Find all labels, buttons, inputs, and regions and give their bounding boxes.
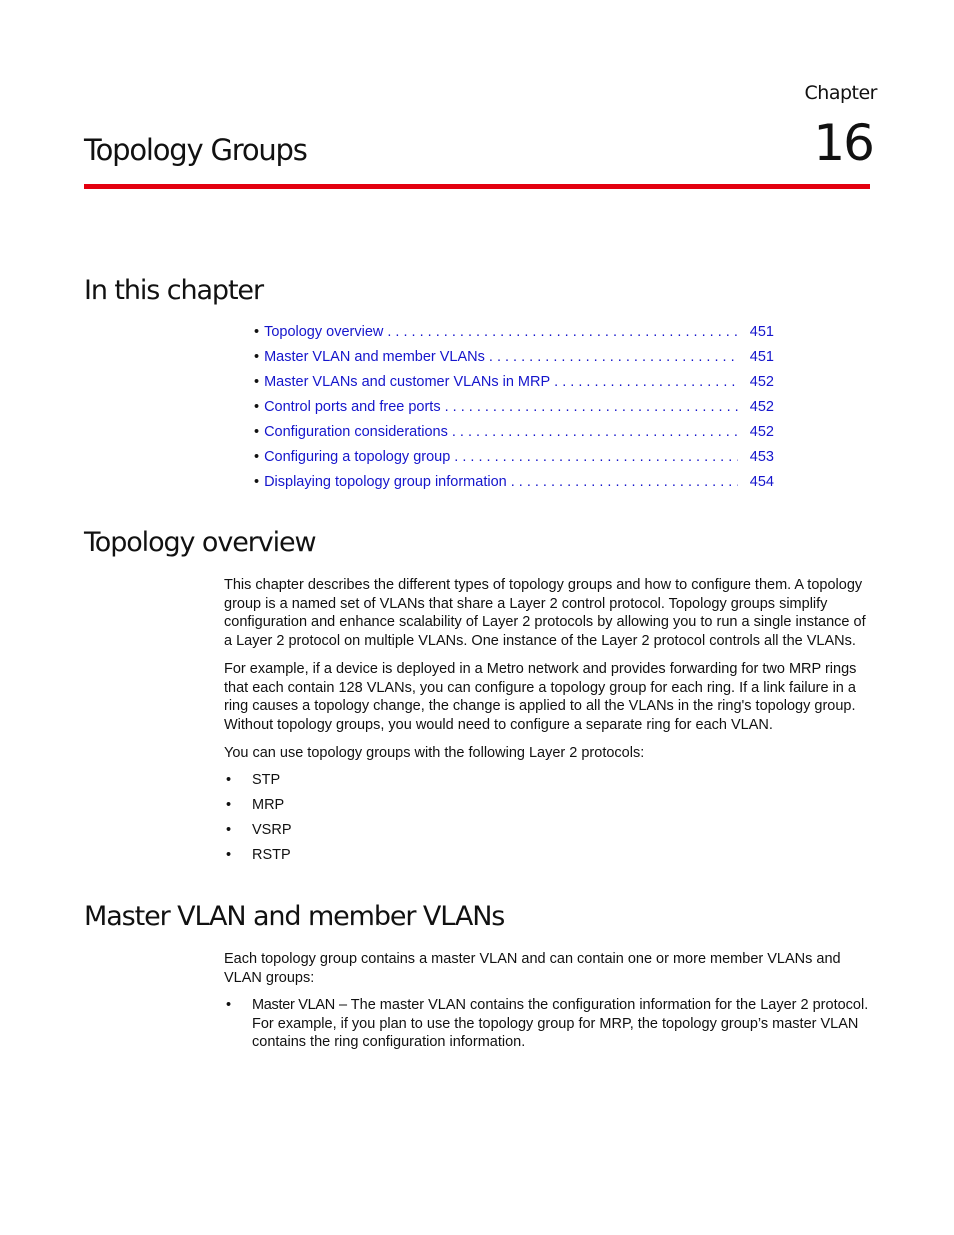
master-vlan-intro: Each topology group contains a master VLAN and can contain one or more member VLANs and VLAN groups:	[224, 951, 841, 986]
chapter-label: Chapter	[804, 82, 877, 104]
master-vlan-heading: Master VLAN and member VLANs	[84, 901, 505, 932]
master-vlan-description: – The master VLAN contains the configuration information for the Layer 2 protocol. For example, if you plan to use the topology group for MRP, the topology group’s master VLAN contains the ring configuration information.	[252, 997, 869, 1051]
toc-page[interactable]: 451	[749, 324, 774, 340]
chapter-toc	[254, 320, 774, 495]
toc-leader	[454, 445, 738, 470]
toc-entry[interactable]	[254, 320, 774, 345]
toc-entry[interactable]	[254, 370, 774, 395]
bullet-icon: •	[226, 797, 232, 813]
toc-link[interactable]: Topology overview	[264, 324, 384, 340]
list-item: • STP	[224, 768, 292, 793]
chapter-title: Topology Groups	[84, 133, 307, 167]
overview-paragraph-2: For example, if a device is deployed in a Metro network and provides forwarding for two MRP rings that each contain 128 VLANs, you can configure a topology group for each ring. If a link failure in a ring causes a topology change, the change is applied to all the VLANs in the ring's topology group. Without topology groups, you would need to configure a separate ring for each VLAN.	[224, 661, 857, 734]
bullet-icon: •	[254, 374, 260, 390]
toc-leader	[445, 395, 738, 420]
toc-entry[interactable]	[254, 445, 774, 470]
toc-link[interactable]: Displaying topology group information	[264, 474, 507, 490]
protocol-list	[224, 768, 292, 868]
bullet-icon: •	[226, 847, 232, 863]
toc-leader	[554, 370, 738, 395]
list-item: • VSRP	[224, 818, 292, 843]
chapter-number: 16	[813, 114, 873, 172]
toc-page[interactable]: 452	[749, 374, 774, 390]
toc-leader	[489, 345, 738, 370]
toc-leader	[452, 420, 738, 445]
bullet-icon: •	[254, 474, 260, 490]
master-vlan-bullet	[224, 996, 874, 1052]
bullet-icon: •	[254, 324, 260, 340]
bullet-icon: •	[226, 822, 232, 838]
bullet-icon: •	[254, 424, 260, 440]
list-item: • RSTP	[224, 843, 292, 868]
master-vlan-term: Master VLAN	[252, 997, 335, 1013]
toc-leader	[511, 470, 738, 495]
toc-leader	[387, 320, 738, 345]
list-item: • MRP	[224, 793, 292, 818]
chapter-rule	[84, 184, 870, 189]
toc-link[interactable]: Master VLANs and customer VLANs in MRP	[264, 374, 551, 390]
toc-link[interactable]: Configuration considerations	[264, 424, 448, 440]
toc-page[interactable]: 452	[749, 399, 774, 415]
toc-page[interactable]: 454	[749, 474, 774, 490]
toc-page[interactable]: 453	[749, 449, 774, 465]
overview-paragraph-1: This chapter describes the different types of topology groups and how to configure them. A topology group is a named set of VLANs that share a Layer 2 control protocol. Topology groups simplify configuration and enhance scalability of Layer 2 protocols by allowing you to run a single instance of a Layer 2 protocol on multiple VLANs. One instance of the Layer 2 protocol controls all the VLANs.	[224, 577, 866, 650]
in-this-chapter-heading: In this chapter	[84, 275, 263, 306]
toc-entry[interactable]	[254, 470, 774, 495]
toc-entry[interactable]	[254, 345, 774, 370]
toc-link[interactable]: Configuring a topology group	[264, 449, 451, 465]
bullet-icon: •	[226, 997, 232, 1013]
bullet-icon: •	[226, 772, 232, 788]
toc-page[interactable]: 451	[749, 349, 774, 365]
overview-paragraph-3: You can use topology groups with the following Layer 2 protocols:	[224, 745, 645, 761]
toc-link[interactable]: Control ports and free ports	[264, 399, 441, 415]
toc-link[interactable]: Master VLAN and member VLANs	[264, 349, 485, 365]
toc-entry[interactable]	[254, 420, 774, 445]
toc-page[interactable]: 452	[749, 424, 774, 440]
topology-overview-heading: Topology overview	[84, 527, 316, 558]
bullet-icon: •	[254, 399, 260, 415]
bullet-icon: •	[254, 349, 260, 365]
toc-entry[interactable]	[254, 395, 774, 420]
bullet-icon: •	[254, 449, 260, 465]
